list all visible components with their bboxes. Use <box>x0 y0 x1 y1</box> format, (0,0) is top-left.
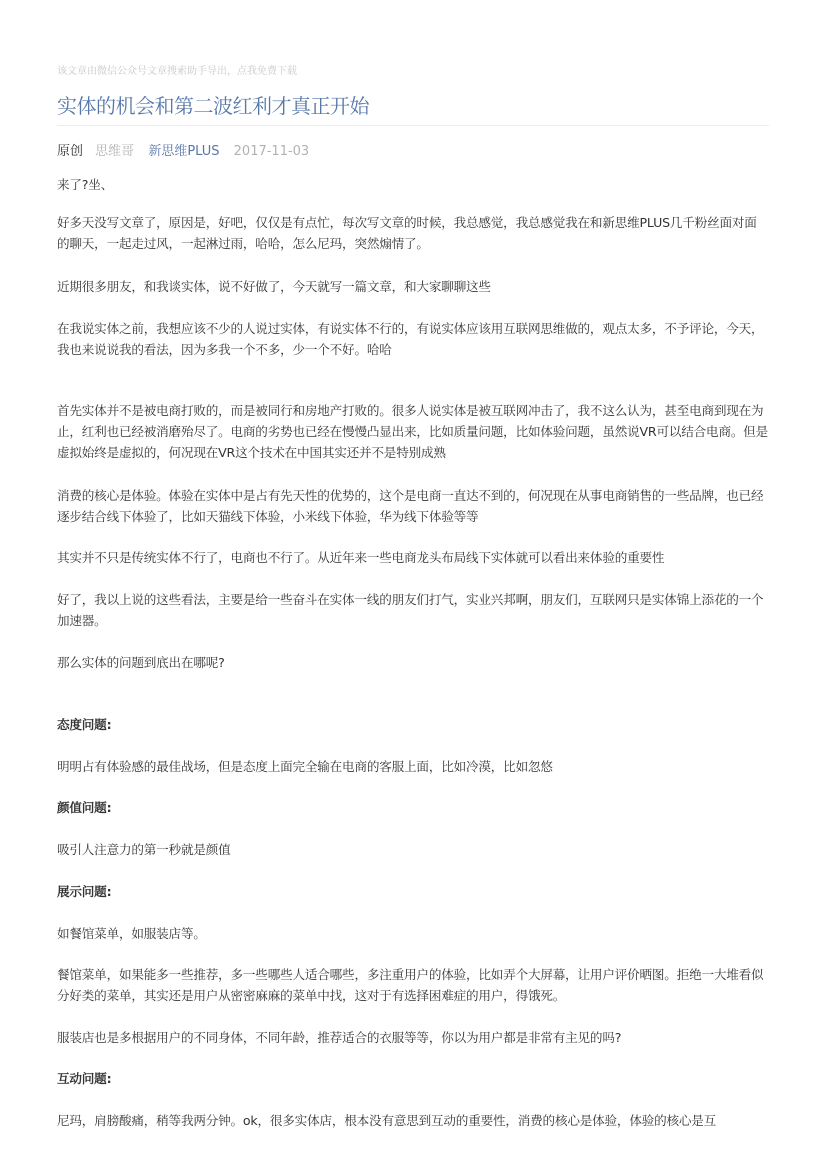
paragraph: 近期很多朋友，和我谈实体，说不好做了，今天就写一篇文章，和大家聊聊这些 <box>57 279 491 294</box>
paragraph: 好多天没写文章了，原因是，好吧，仅仅是有点忙，每次写文章的时候，我总感觉，我总感觉我在和新思维PLUS几千粉丝面对面的聊天，一起走过风，一起淋过雨，哈哈，怎么尼玛，突然煽情了。 <box>57 215 757 251</box>
paragraph: 明明占有体验感的最佳战场，但是态度上面完全输在电商的客服上面，比如冷漠，比如忽悠 <box>57 759 553 774</box>
paragraph: 那么实体的问题到底出在哪呢? <box>57 655 225 670</box>
section-heading: 颜值问题: <box>57 800 112 815</box>
paragraph: 首先实体并不是被电商打败的，而是被同行和房地产打败的。很多人说实体是被互联网冲击了，我不这么认为，甚至电商到现在为止，红利也已经被消磨殆尽了。电商的劣势也已经在慢慢凸显出来，比如质量问题，比如体验问题，虽然说VR可以结合电商。但是虚拟始终是虚拟的，何况现在VR这个技术在中国其实还并不是特别成熟 <box>57 403 769 460</box>
paragraph: 来了?坐、 <box>57 177 114 192</box>
paragraph: 消费的核心是体验。体验在实体中是占有先天性的优势的，这个是电商一直达不到的，何况现在从事电商销售的一些品牌，也已经逐步结合线下体验了，比如天猫线下体验，小米线下体验，华为线下体验等等 <box>57 488 764 524</box>
original-label: 原创 <box>57 144 84 159</box>
account-link[interactable]: 新思维PLUS <box>148 144 220 159</box>
article-meta <box>57 140 319 159</box>
paragraph: 如餐馆菜单，如服装店等。 <box>57 926 206 941</box>
paragraph: 在我说实体之前，我想应该不少的人说过实体，有说实体不行的，有说实体应该用互联网思维做的，观点太多，不予评论，今天，我也来说说我的看法，因为多我一个不多，少一个不好。哈哈 <box>57 321 764 357</box>
paragraph: 其实并不只是传统实体不行了，电商也不行了。从近年来一些电商龙头布局线下实体就可以看出来体验的重要性 <box>57 550 665 565</box>
paragraph: 餐馆菜单，如果能多一些推荐，多一些哪些人适合哪些，多注重用户的体验，比如弄个大屏幕，让用户评价晒图。拒绝一大堆看似分好类的菜单，其实还是用户从密密麻麻的菜单中找，这对于有选择困难症的用户，得饿死。 <box>57 967 764 1003</box>
paragraph: 尼玛，肩膀酸痛，稍等我两分钟。ok，很多实体店，根本没有意思到互动的重要性，消费的核心是体验，体验的核心是互 <box>57 1113 717 1128</box>
section-heading: 态度问题: <box>57 717 112 732</box>
author-name: 思维哥 <box>95 144 135 159</box>
section-heading: 展示问题: <box>57 884 112 899</box>
title-divider <box>57 125 769 126</box>
paragraph: 好了，我以上说的这些看法，主要是给一些奋斗在实体一线的朋友们打气，实业兴邦啊，朋友们，互联网只是实体锦上添花的一个加速器。 <box>57 592 764 628</box>
section-heading: 互动问题: <box>57 1071 112 1086</box>
publish-date: 2017-11-03 <box>233 144 310 159</box>
export-download-link[interactable]: 该文章由微信公众号文章搜索助手导出，点我免费下载 <box>57 66 297 77</box>
paragraph: 吸引人注意力的第一秒就是颜值 <box>57 842 231 857</box>
article-title: 实体的机会和第二波红利才真正开始 <box>57 94 369 118</box>
paragraph: 服装店也是多根据用户的不同身体，不同年龄，推荐适合的衣服等等，你以为用户都是非常有主见的吗? <box>57 1030 622 1045</box>
